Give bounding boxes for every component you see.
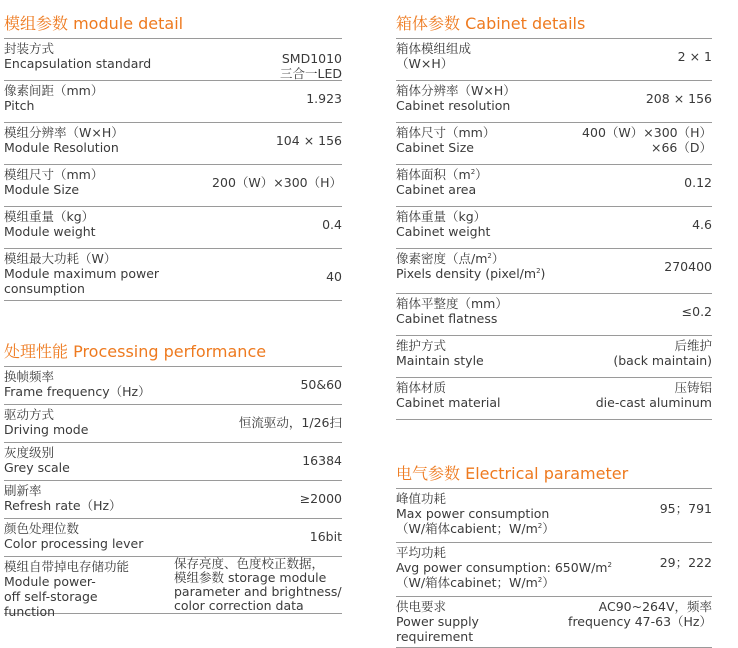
cabinet-row-label: 像素密度（点$/m^2$） Pixels density $(pixel/m^2)$ — [396, 251, 546, 281]
processing-row — [4, 481, 342, 519]
cabinet-row-label: 箱体平整度（mm） Cabinet flatness — [396, 296, 508, 326]
processing-row-value: 保存亮度、色度校正数据， 模组参数 storage module parameter and brightness/ color correction data — [174, 556, 342, 613]
cabinet-row-label: 箱体重量（kg） Cabinet weight — [396, 209, 491, 239]
cabinet-row-label: 箱体分辨率（W×H） Cabinet resolution — [396, 83, 516, 113]
cabinet-row-value: 压铸铝 die-cast aluminum — [595, 380, 712, 410]
cabinet-row — [396, 81, 712, 123]
module-row-value: 1.923 — [306, 91, 342, 106]
module-row-label: 模组分辨率（W×H） Module Resolution — [4, 125, 124, 155]
module-row-value: 40 — [326, 269, 342, 284]
processing-row — [4, 405, 342, 443]
processing-row-value: 16bit — [309, 529, 342, 544]
cabinet-row-label: 箱体尺寸（mm） Cabinet Size — [396, 125, 496, 155]
electrical-section-title: 电气参数 Electrical parameter — [396, 464, 712, 489]
right-column — [396, 0, 712, 648]
cabinet-row-value: ≤0.2 — [681, 304, 712, 319]
electrical-row-value: 29；222 — [659, 555, 712, 570]
cabinet-row-value: 208 × 156 — [645, 91, 712, 106]
module-row — [4, 207, 342, 249]
processing-row — [4, 443, 342, 481]
module-row-value: 200（W）×300（H） — [212, 175, 342, 190]
cabinet-row — [396, 249, 712, 294]
cabinet-row-value: 270400 — [664, 259, 712, 274]
module-row — [4, 39, 342, 81]
electrical-row — [396, 597, 712, 648]
module-row-label: 模组重量（kg） Module weight — [4, 209, 96, 239]
module-row — [4, 81, 342, 123]
electrical-row-value: 95；791 — [659, 501, 712, 516]
processing-row — [4, 556, 342, 619]
cabinet-row-value: 后维护 (back maintain) — [613, 338, 712, 368]
processing-row-value: 16384 — [302, 453, 342, 468]
processing-row-value: 恒流驱动，1/26扫 — [238, 415, 342, 430]
electrical-row-label: 供电要求 Power supply requirement — [396, 599, 479, 644]
module-row — [4, 165, 342, 207]
left-column — [4, 0, 342, 619]
cabinet-row-label: 箱体材质 Cabinet material — [396, 380, 501, 410]
module-row-label: 封装方式 Encapsulation standard — [4, 41, 152, 71]
electrical-row-value: AC90~264V，频率 frequency 47-63（Hz） — [568, 599, 712, 629]
cabinet-row-label: 维护方式 Maintain style — [396, 338, 484, 368]
module-table — [4, 39, 342, 301]
module-row-label: 模组最大功耗（W） Module maximum power consumption — [4, 251, 160, 296]
cabinet-row — [396, 165, 712, 207]
processing-row-value: 50&60 — [300, 377, 342, 392]
processing-table — [4, 367, 342, 619]
processing-row-label: 刷新率 Refresh rate（Hz） — [4, 483, 122, 513]
module-row-label: 像素间距（mm） Pitch — [4, 83, 104, 113]
processing-row — [4, 367, 342, 405]
module-row-value: SMD1010 三合一LED — [280, 51, 342, 81]
electrical-table — [396, 489, 712, 648]
processing-row-label: 灰度级别 Grey scale — [4, 445, 70, 475]
processing-row-label: 颜色处理位数 Color processing lever — [4, 521, 144, 551]
cabinet-row-label: 箱体模组组成 （W×H） — [396, 41, 472, 71]
module-row-value: 0.4 — [322, 217, 342, 232]
electrical-row-label: 峰值功耗 Max power consumption （W/箱体cabient；$W/m^2$） — [396, 491, 555, 536]
cabinet-row-value: 0.12 — [684, 175, 712, 190]
cabinet-row — [396, 39, 712, 81]
cabinet-row — [396, 294, 712, 336]
module-row — [4, 123, 342, 165]
cabinet-row-value: 400（W）×300（H） ×66（D） — [582, 125, 712, 155]
electrical-row-label: 平均功耗 Avg power consumption: $650W/m^2$ （W/箱体cabinet；$W/m^2$） — [396, 545, 612, 590]
cabinet-row — [396, 207, 712, 249]
module-row-label: 模组尺寸（mm） Module Size — [4, 167, 104, 197]
processing-row-label: 模组自带掉电存储功能 Module power- off self-storage function — [4, 559, 130, 619]
processing-row-value: ≥2000 — [299, 491, 342, 506]
electrical-row — [396, 489, 712, 543]
cabinet-row-label: 箱体面积$(m^2)$ Cabinet area — [396, 167, 488, 197]
cabinet-row — [396, 123, 712, 165]
cabinet-row — [396, 336, 712, 378]
processing-row-label: 换帧频率 Frame frequency（Hz） — [4, 369, 151, 399]
module-section-title: 模组参数 module detail — [4, 14, 342, 39]
cabinet-table — [396, 39, 712, 420]
cabinet-row — [396, 378, 712, 420]
cabinet-row-value: 4.6 — [692, 217, 712, 232]
processing-section-title: 处理性能 Processing performance — [4, 342, 342, 367]
module-row — [4, 249, 342, 301]
processing-row-label: 驱动方式 Driving mode — [4, 407, 89, 437]
module-row-value: 104 × 156 — [275, 133, 342, 148]
cabinet-section-title: 箱体参数 Cabinet details — [396, 14, 712, 39]
electrical-row — [396, 543, 712, 597]
cabinet-row-value: 2 × 1 — [677, 49, 712, 64]
processing-row — [4, 519, 342, 557]
